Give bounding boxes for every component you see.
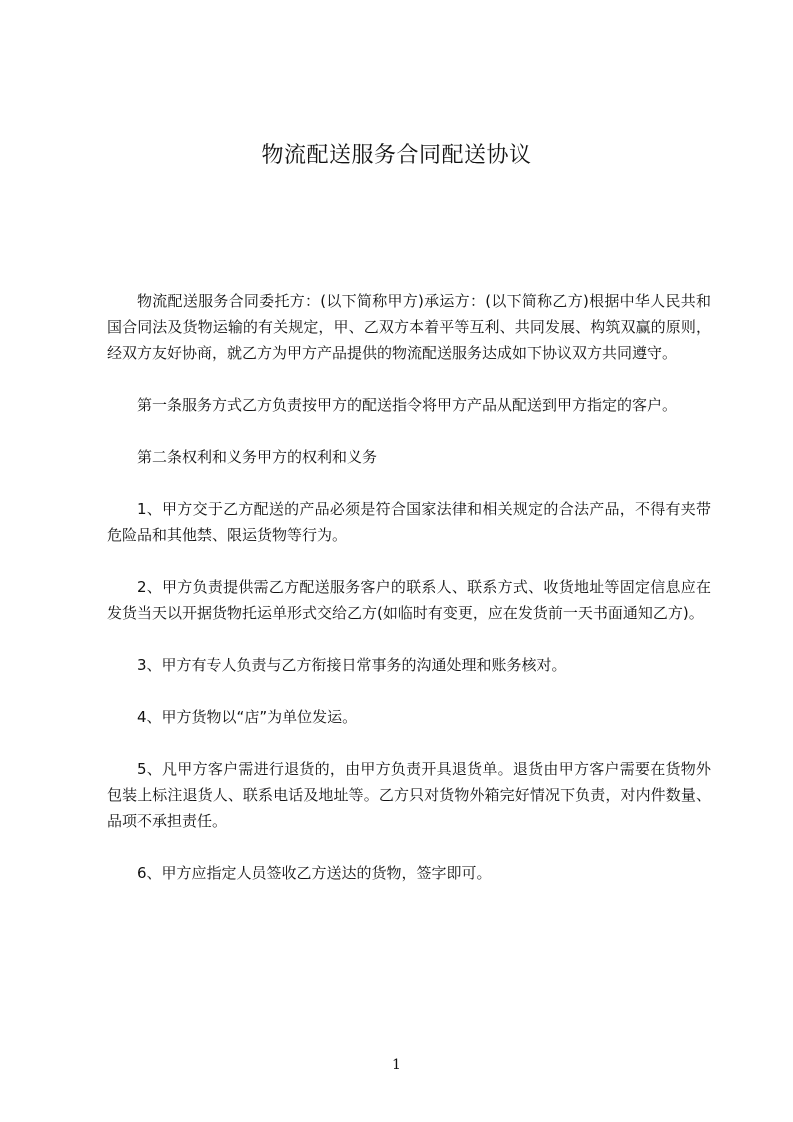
paragraph-item-2: 2、甲方负责提供需乙方配送服务客户的联系人、联系方式、收货地址等固定信息应在发货当天以开据货物托运单形式交给乙方(如临时有变更，应在发货前一天书面通知乙方)。	[107, 578, 711, 622]
paragraph-item-6: 6、甲方应指定人员签收乙方送达的货物，签字即可。	[137, 864, 492, 882]
document-body	[107, 288, 711, 912]
paragraph-item-5: 5、凡甲方客户需进行退货的，由甲方负责开具退货单。退货由甲方客户需要在货物外包装上标注退货人、联系电话及地址等。乙方只对货物外箱完好情况下负责，对内件数量、品项不承担责任。	[107, 760, 711, 830]
document-title: 物流配送服务合同配送协议	[261, 143, 532, 168]
paragraph-article-1: 第一条服务方式乙方负责按甲方的配送指令将甲方产品从配送到甲方指定的客户。	[137, 396, 678, 414]
paragraph-item-3: 3、甲方有专人负责与乙方衔接日常事务的沟通处理和账务核对。	[137, 656, 567, 674]
paragraph-article-2-heading: 第二条权利和义务甲方的权利和义务	[137, 448, 378, 466]
paragraph-item-1: 1、甲方交于乙方配送的产品必须是符合国家法律和相关规定的合法产品，不得有夹带危险品和其他禁、限运货物等行为。	[107, 500, 711, 544]
paragraph-item-4: 4、甲方货物以“店”为单位发运。	[137, 708, 358, 726]
paragraph-intro: 物流配送服务合同委托方：(以下简称甲方)承运方：(以下简称乙方)根据中华人民共和国合同法及货物运输的有关规定，甲、乙双方本着平等互利、共同发展、构筑双赢的原则，经双方友好协商，就乙方为甲方产品提供的物流配送服务达成如下协议双方共同遵守。	[107, 292, 711, 362]
page-number: 1	[392, 1057, 401, 1073]
